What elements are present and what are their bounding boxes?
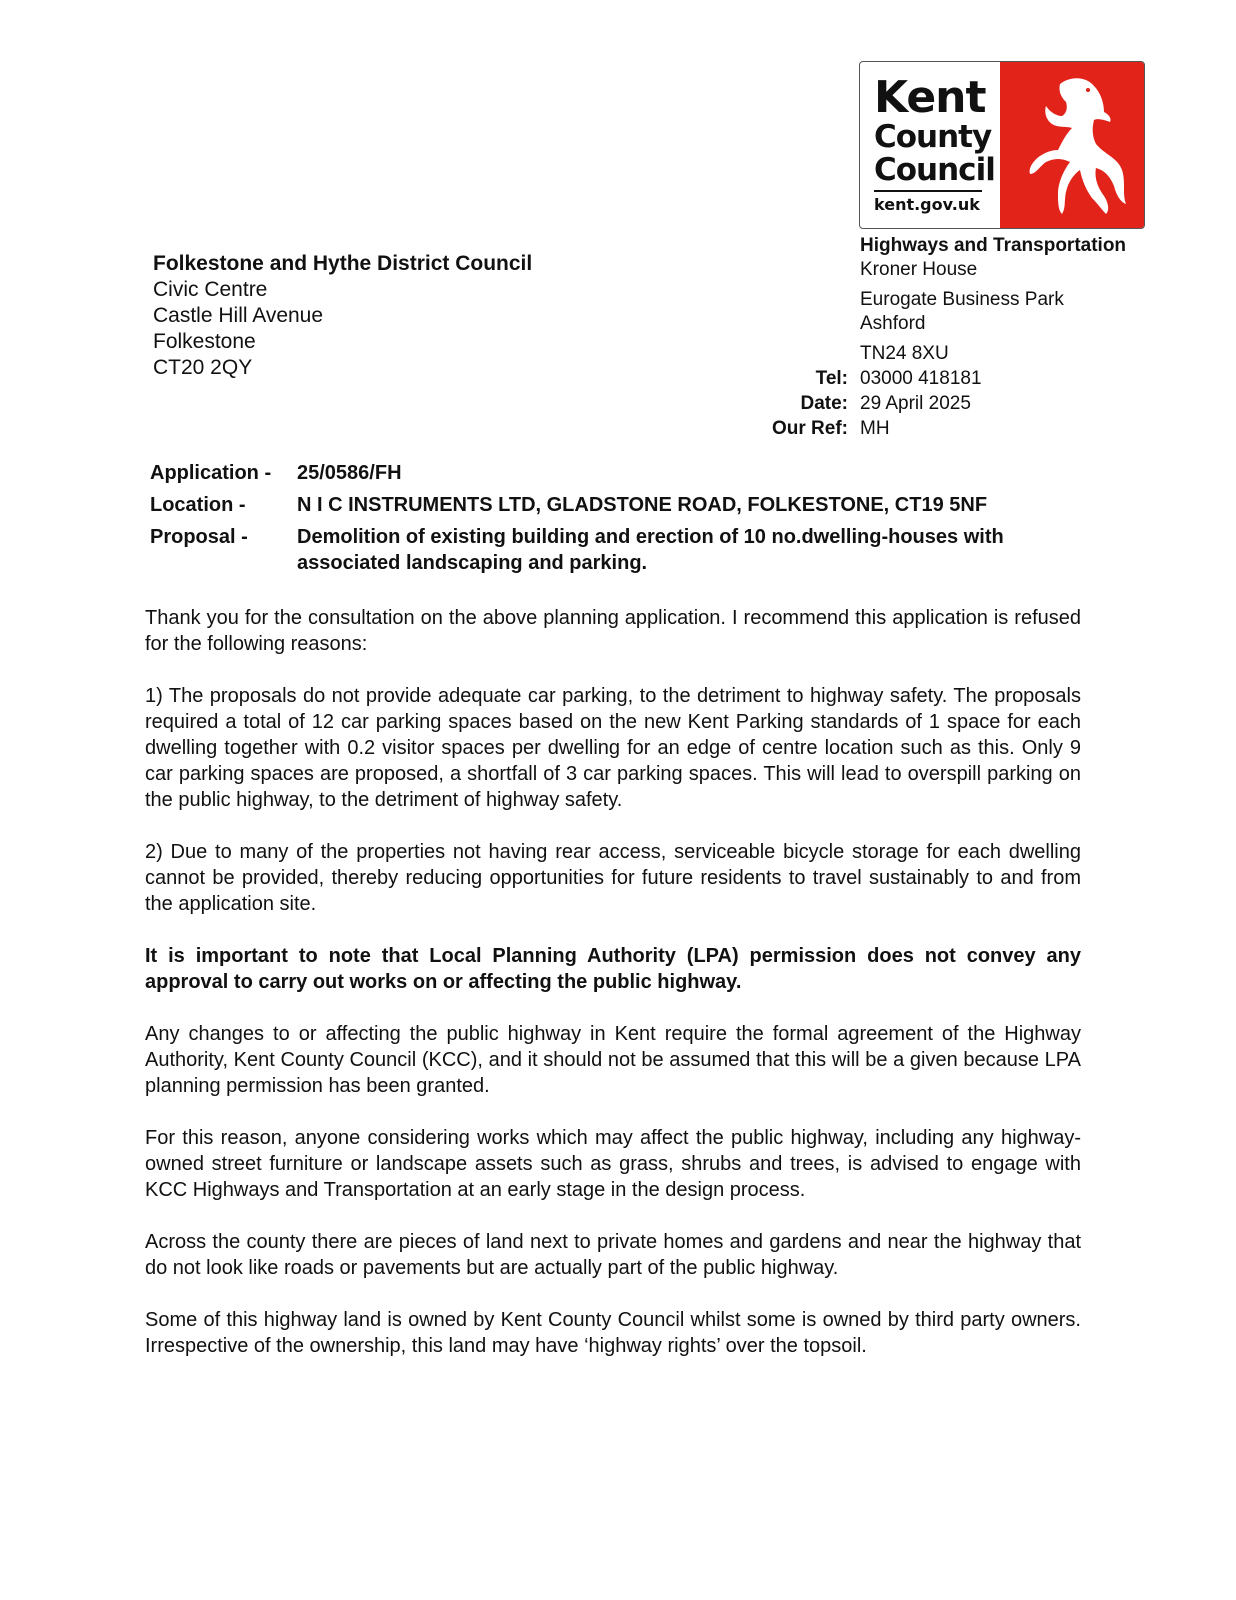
date-label: Date: [800,393,848,414]
body-paragraph: Thank you for the consultation on the above planning application. I recommend this application is refused for the following reasons: [145,607,1081,655]
logo-word-kent: Kent [874,72,986,123]
logo-word-council: Council [874,152,995,188]
logo-red-panel [1000,62,1144,228]
proposal-value: Demolition of existing building and erection of 10 no.dwelling-houses with associated landscaping and parking. [297,526,1004,574]
logo-word-county: County [874,119,992,155]
tel-label: Tel: [815,368,848,389]
sender-line: Ashford [860,313,926,334]
proposal-row [150,524,1077,576]
application-row [150,460,1077,486]
important-note: It is important to note that Local Planning Authority (LPA) permission does not convey any approval to carry out works on or affecting the public highway. [145,945,1081,993]
ref-label: Our Ref: [772,418,848,439]
reason-2-paragraph: 2) Due to many of the properties not having rear access, serviceable bicycle storage for each dwelling cannot be provided, thereby reducing opportunities for future residents to travel sustainably to and from the application site. [145,841,1081,915]
recipient-line: Civic Centre [153,278,268,301]
location-label: Location - [150,494,246,516]
meta-values [860,366,982,441]
sender-department: Highways and Transportation [860,235,1127,256]
meta-labels [730,366,848,441]
letter-body [145,605,1081,1385]
recipient-line: Castle Hill Avenue [153,304,324,327]
sender-address [860,234,1126,366]
sender-line: Eurogate Business Park [860,289,1064,310]
sender-line: Kroner House [860,259,978,280]
application-value: 25/0586/FH [297,462,402,484]
body-paragraph: Some of this highway land is owned by Kent County Council whilst some is owned by third party owners. Irrespective of the ownership, this land may have ‘highway rights’ over the topsoil. [145,1309,1081,1357]
logo-url: kent.gov.uk [874,195,980,214]
tel-value: 03000 418181 [860,368,982,389]
reason-1-paragraph: 1) The proposals do not provide adequate car parking, to the detriment to highway safety. The proposals required a total of 12 car parking spaces based on the new Kent Parking standards of 1 space for each dwelling together with 0.2 visitor spaces per dwelling for an edge of centre location such as this. Only 9 car parking spaces are proposed, a shortfall of 3 car parking spaces. This will lead to overspill parking on the public highway, to the detriment of highway safety. [145,685,1081,811]
location-value: N I C INSTRUMENTS LTD, GLADSTONE ROAD, FOLKESTONE, CT19 5NF [297,494,988,516]
application-label: Application - [150,462,272,484]
kent-county-council-logo [859,61,1145,229]
ref-value: MH [860,418,890,439]
recipient-name: Folkestone and Hythe District Council [153,252,533,275]
recipient-line: CT20 2QY [153,356,253,379]
logo-rule [874,190,982,192]
body-paragraph: For this reason, anyone considering works which may affect the public highway, including any highway-owned street furniture or landscape assets such as grass, shrubs and trees, is advised to engage with KCC Highways and Transportation at an early stage in the design process. [145,1127,1081,1201]
sender-line: TN24 8XU [860,343,949,364]
proposal-label: Proposal - [150,526,248,548]
application-details [150,460,1077,582]
date-value: 29 April 2025 [860,393,971,414]
white-horse-icon [1000,62,1142,228]
recipient-address [153,251,532,381]
recipient-line: Folkestone [153,330,256,353]
logo-wordmark [860,62,1000,228]
body-paragraph: Across the county there are pieces of land next to private homes and gardens and near the highway that do not look like roads or pavements but are actually part of the public highway. [145,1231,1081,1279]
location-row [150,492,1077,518]
body-paragraph: Any changes to or affecting the public highway in Kent require the formal agreement of the Highway Authority, Kent County Council (KCC), and it should not be assumed that this will be a given because LPA planning permission has been granted. [145,1023,1081,1097]
